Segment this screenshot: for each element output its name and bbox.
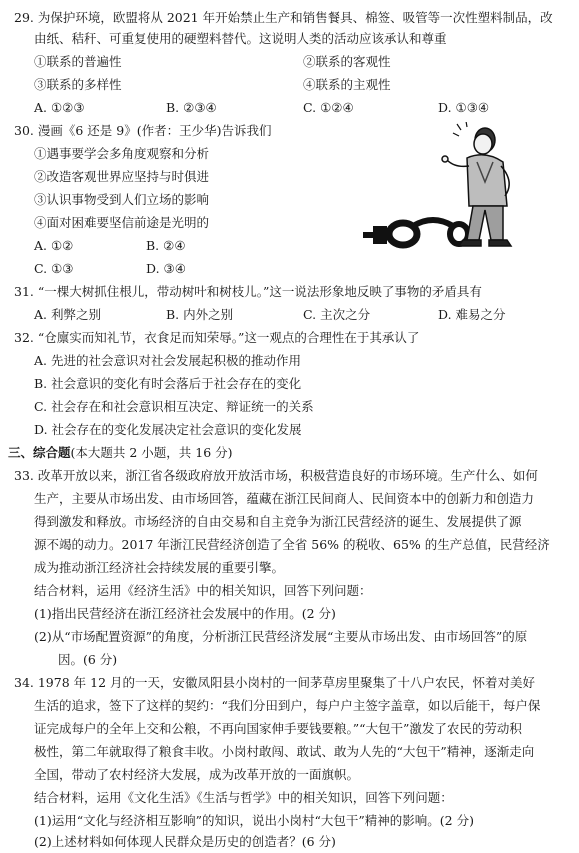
q29-option-c: C. ①②④: [303, 100, 354, 115]
thinking-marks-icon: [453, 122, 467, 136]
q30-statement-3: ③认识事物受到人们立场的影响: [34, 192, 210, 207]
q34-material-line3: 证完成每户的全年上交和公粮，不再向国家伸手要钱要粮。”“大包干”激发了农民的劳动积: [34, 721, 522, 736]
q34-material-line1: 34. 1978 年 12 月的一天，安徽凤阳县小岗村的一间茅草房里聚集了十八户农民，怀着对美好: [14, 675, 535, 690]
q29-statement-1: ①联系的普遍性: [34, 54, 122, 69]
q29-option-a: A. ①②③: [34, 100, 85, 115]
q31-option-a: A. 利弊之别: [34, 307, 101, 322]
q30-option-d: D. ③④: [146, 261, 186, 276]
q29-statement-3: ③联系的多样性: [34, 77, 122, 92]
q31-stem: 31. “一棵大树抓住根儿，带动树叶和树枝儿。”这一说法形象地反映了事物的矛盾具有: [14, 284, 482, 299]
q33-material-line1: 33. 改革开放以来，浙江省各级政府放开放活市场，积极营造良好的市场环境。生产什么、如何: [14, 468, 538, 483]
cartoon-six-or-nine: [355, 122, 530, 262]
q29-stem-line2: 由纸、秸秆、可重复使用的硬塑料替代。这说明人类的活动应该承认和尊重: [34, 31, 447, 46]
q30-option-a: A. ①②: [34, 238, 74, 253]
q32-stem: 32. “仓廪实而知礼节，衣食足而知荣辱。”这一观点的合理性在于其承认了: [14, 330, 420, 345]
q33-subquestion-2: (2)从“市场配置资源”的角度，分析浙江民营经济发展“主要从市场出发、由市场回答”的原: [34, 629, 528, 644]
q30-statement-4: ④面对困难要坚信前途是光明的: [34, 215, 210, 230]
q33-material-line2: 生产，主要从市场出发、由市场回答，蕴藏在浙江民间商人、民间资本中的创新力和创造力: [34, 491, 535, 506]
cartoon-numeral: 6: [355, 122, 356, 123]
section-note: (本大题共 2 小题，共 16 分): [70, 445, 233, 460]
q34-material-line4: 极性，第二年就取得了粮食丰收。小岗村敢闯、敢试、敢为人先的“大包干”精神，逐渐走向: [34, 744, 535, 759]
q29-option-b: B. ②③④: [166, 100, 217, 115]
q32-option-d: D. 社会存在的变化发展决定社会意识的变化发展: [34, 422, 302, 437]
q33-material-line3: 得到激发和释放。市场经济的自由交易和自主竞争为浙江民营经济的诞生、发展提供了源: [34, 514, 522, 529]
q30-statement-1: ①遇事要学会多角度观察和分析: [34, 146, 210, 161]
q32-option-b: B. 社会意识的变化有时会落后于社会存在的变化: [34, 376, 302, 391]
q34-instruction: 结合材料，运用《文化生活》《生活与哲学》中的相关知识，回答下列问题：: [34, 790, 453, 805]
q34-material-line5: 全国，带动了农村经济大发展，成为改革开放的一面旗帜。: [34, 767, 360, 782]
q30-option-c: C. ①③: [34, 261, 74, 276]
q34-subquestion-2: (2)上述材料如何体现人民群众是历史的创造者？(6 分): [34, 834, 336, 849]
q30-statement-2: ②改造客观世界应坚持与时俱进: [34, 169, 210, 184]
q33-subquestion-2-cont: 因。(6 分): [58, 652, 118, 667]
q30-option-b: B. ②④: [146, 238, 186, 253]
q33-instruction: 结合材料，运用《经济生活》中的相关知识，回答下列问题：: [34, 583, 372, 598]
section-title: 三、综合题: [8, 445, 71, 460]
q31-option-c: C. 主次之分: [303, 307, 371, 322]
q31-option-d: D. 难易之分: [438, 307, 506, 322]
q31-option-b: B. 内外之别: [166, 307, 234, 322]
q33-subquestion-1: (1)指出民营经济在浙江经济社会发展中的作用。(2 分): [34, 606, 336, 621]
q29-option-d: D. ①③④: [438, 100, 490, 115]
ground-numeral-icon: [363, 220, 468, 245]
section-heading: [8, 445, 233, 461]
q29-statement-2: ②联系的客观性: [303, 54, 391, 69]
q29-statement-4: ④联系的主观性: [303, 77, 391, 92]
q32-option-c: C. 社会存在和社会意识相互决定、辩证统一的关系: [34, 399, 314, 414]
q29-stem-line1: 29. 为保护环境，欧盟将从 2021 年开始禁止生产和销售餐具、棉签、吸管等一次性塑料制品，改: [14, 10, 553, 25]
q33-material-line5: 成为推动浙江经济社会持续发展的重要引擎。: [34, 560, 285, 575]
q32-option-a: A. 先进的社会意识对社会发展起积极的推动作用: [34, 353, 301, 368]
q30-stem: 30. 漫画《6 还是 9》(作者：王少华)告诉我们: [14, 123, 272, 138]
q34-subquestion-1: (1)运用“文化与经济相互影响”的知识，说出小岗村“大包干”精神的影响。(2 分): [34, 813, 474, 828]
q33-material-line4: 源不竭的动力。2017 年浙江民营经济创造了全省 56% 的税收、65% 的生产总值，民营经济: [34, 537, 550, 552]
q34-material-line2: 生活的追求，签下了这样的契约：“我们分田到户，每户户主签字盖章，如以后能干，每户保: [34, 698, 541, 713]
